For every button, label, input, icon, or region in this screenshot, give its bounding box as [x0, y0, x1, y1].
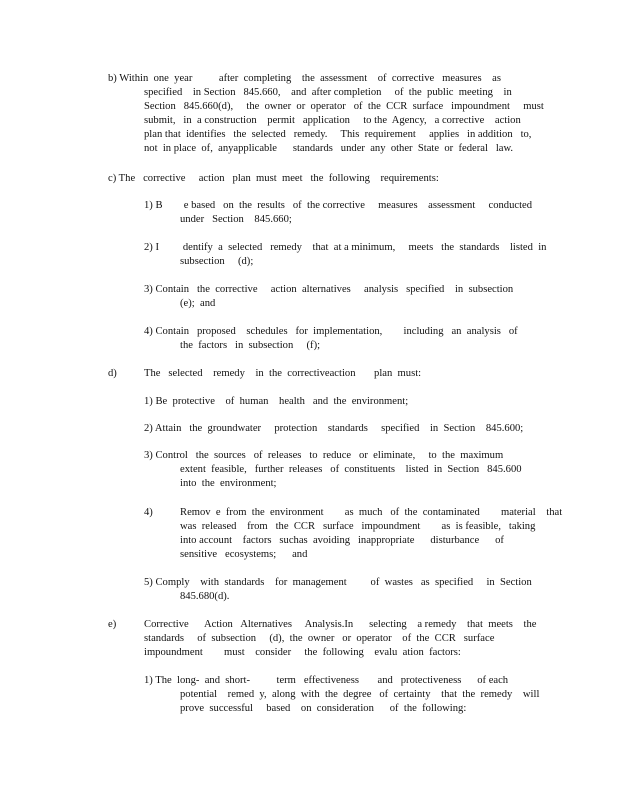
section-b-line-6: not in place of, anyapplicable standards under any other State or federal law.: [144, 143, 514, 154]
section-d-item-4-line-3: into account factors suchas avoiding inappropriate disturbance of: [180, 535, 504, 546]
section-d-item-4-line-1: Remov e from the environment as much of the contaminated material that: [180, 507, 563, 518]
section-d-item-5-cont: 845.680(d).: [180, 591, 230, 602]
section-c-item-1: 1) B e based on the results of the corrective measures assessment conducted: [144, 200, 533, 211]
section-d-item-4-line-2: was released from the CCR surface impoundment as is feasible, taking: [180, 521, 536, 532]
section-d-item-3: 3) Control the sources of releases to reduce or eliminate, to the maximum: [144, 450, 504, 461]
section-e-intro-line-3: impoundment must consider the following evalu ation factors:: [144, 647, 461, 658]
section-c-item-2: 2) I dentify a selected remedy that at a minimum, meets the standards listed in: [144, 242, 547, 253]
section-b-line-1: b) Within one year after completing the assessment of corrective measures as: [108, 73, 501, 84]
section-d-item-1: 1) Be protective of human health and the environment;: [144, 396, 409, 407]
section-c-item-2-cont: subsection (d);: [180, 256, 254, 267]
section-d-label: d): [108, 368, 117, 379]
section-b-line-4: submit, in a construction permit application to the Agency, a corrective action: [144, 115, 521, 126]
section-e-intro-line-1: Corrective Action Alternatives Analysis.In selecting a remedy that meets the: [144, 619, 537, 630]
section-e-item-1: 1) The long- and short- term effectiveness and protectiveness of each: [144, 675, 509, 686]
section-d-item-4-label: 4): [144, 507, 153, 518]
section-c-item-1-cont: under Section 845.660;: [180, 214, 292, 225]
section-c-item-4: 4) Contain proposed schedules for implementation, including an analysis of: [144, 326, 518, 337]
section-b-line-3: Section 845.660(d), the owner or operator of the CCR surface impoundment must: [144, 101, 544, 112]
section-c-item-3: 3) Contain the corrective action alternatives analysis specified in subsection: [144, 284, 514, 295]
section-b-line-5: plan that identifies the selected remedy. This requirement applies in addition to,: [144, 129, 532, 140]
section-c-item-4-cont: the factors in subsection (f);: [180, 340, 321, 351]
section-e-item-1-cont-1: potential remed y, along with the degree of certainty that the remedy will: [180, 689, 540, 700]
section-d-item-3-cont-1: extent feasible, further releases of constituents listed in Section 845.600: [180, 464, 522, 475]
section-e-label: e): [108, 619, 117, 630]
section-d-item-2: 2) Attain the groundwater protection standards specified in Section 845.600;: [144, 423, 524, 434]
section-d-item-4-line-4: sensitive ecosystems; and: [180, 549, 308, 560]
section-e-item-1-cont-2: prove successful based on consideration of the following:: [180, 703, 467, 714]
section-c-item-3-cont: (e); and: [180, 298, 216, 309]
section-d-item-3-cont-2: into the environment;: [180, 478, 277, 489]
section-d-item-5: 5) Comply with standards for management of wastes as specified in Section: [144, 577, 532, 588]
section-b-line-2: specified in Section 845.660, and after completion of the public meeting in: [144, 87, 512, 98]
section-e-intro-line-2: standards of subsection (d), the owner or operator of the CCR surface: [144, 633, 495, 644]
section-c-intro: c) The corrective action plan must meet the following requirements:: [108, 173, 439, 184]
section-d-intro: The selected remedy in the correctiveaction plan must:: [144, 368, 422, 379]
